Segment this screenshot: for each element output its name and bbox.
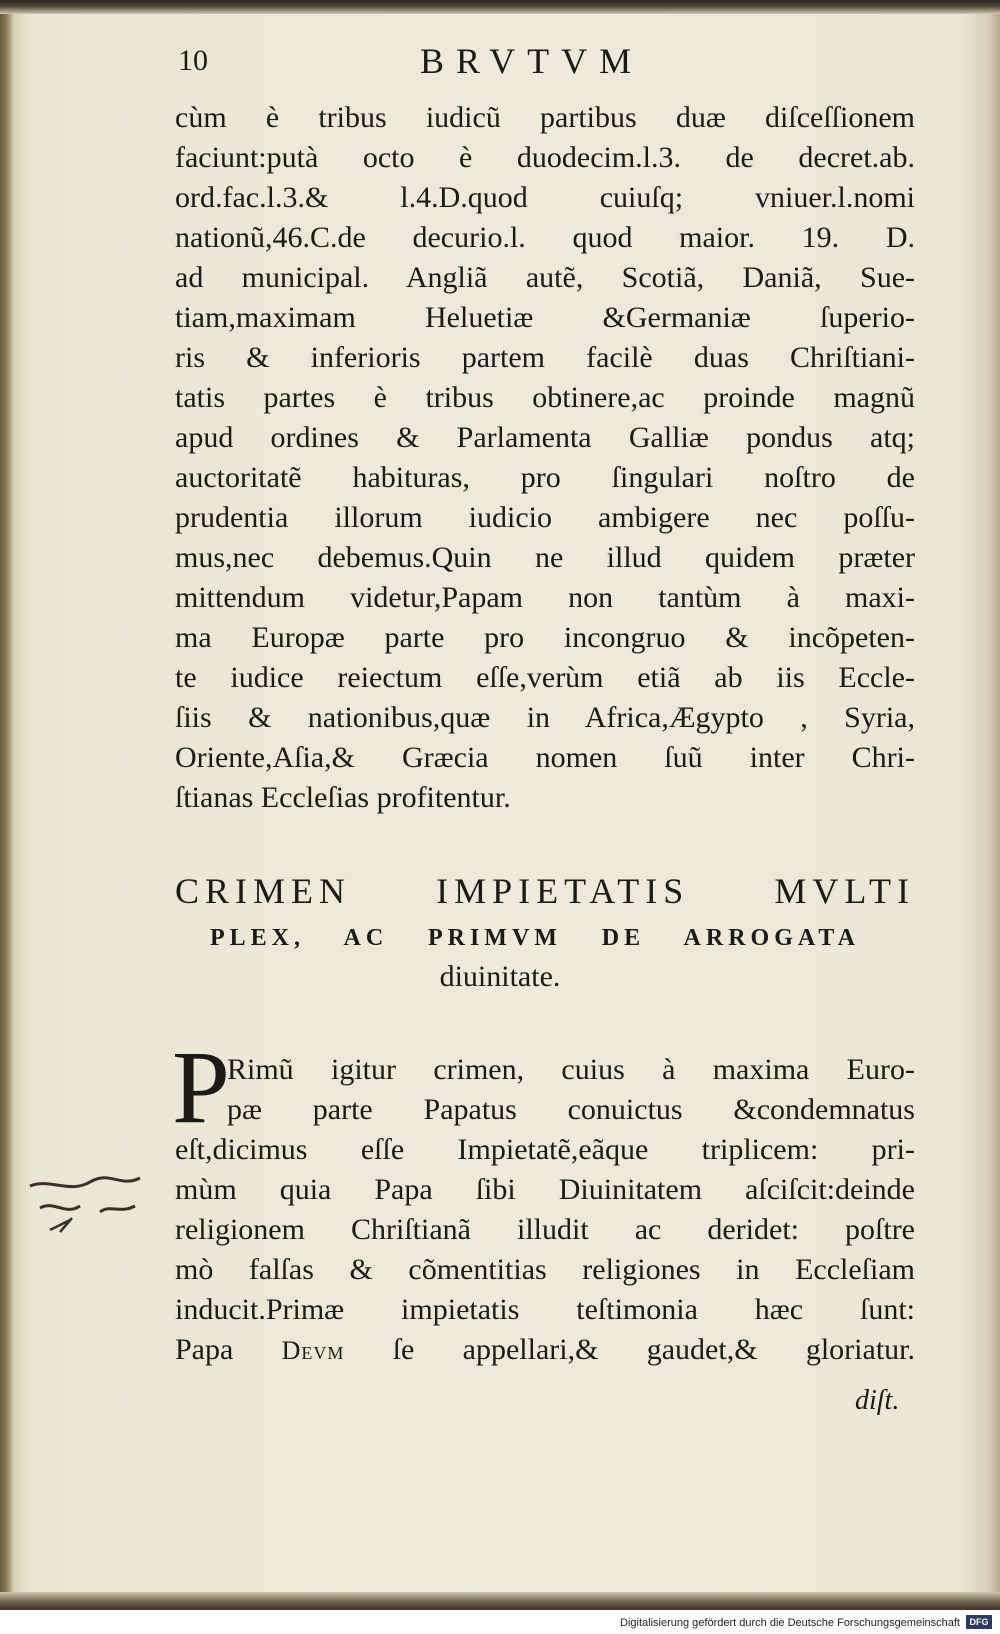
text-line: mùm quia Papa ſibi Diuinitatem aſciſcit:deinde [175, 1173, 915, 1206]
text-line: prudentia illorum iudicio ambigere nec poſſu- [175, 501, 915, 534]
text-line: faciunt:putà octo è duodecim.l.3. de decret.ab. [175, 141, 915, 174]
text-line-last [175, 1330, 915, 1370]
text-line: pæ parte Papatus conuictus &condemnatus [227, 1093, 915, 1126]
handwritten-margin-note [10, 1168, 150, 1238]
text-line: eſt,dicimus eſſe Impietatẽ,eãque triplicem: pri- [175, 1133, 915, 1166]
text-line: auctoritatẽ habituras, pro ſingulari noſtro de [175, 461, 915, 494]
text-line: religionem Chriſtianã illudit ac deridet: poſtre [175, 1213, 915, 1246]
text-line: nationũ,46.C.de decurio.l. quod maior. 19. D. [175, 221, 915, 254]
dfg-logo: DFG [966, 1615, 992, 1629]
running-head: BRVTVM [420, 41, 644, 81]
text-line: mittendum videtur,Papam non tantùm à maxi- [175, 581, 915, 614]
page-top-edge [0, 0, 1000, 14]
catchword: diſt. [855, 1385, 900, 1416]
text-line: tatis partes è tribus obtinere,ac proinde magnũ [175, 381, 915, 414]
text-line: tiam,maximam Heluetiæ &Germaniæ ſuperio- [175, 301, 915, 334]
section-heading-line-2: PLEX, AC PRIMVM DE ARROGATA [210, 925, 860, 951]
paragraph-2 [175, 1050, 915, 1370]
text-line: inducit.Primæ impietatis teſtimonia hæc ſunt: [175, 1293, 915, 1326]
section-heading-line-3: diuinitate. [439, 960, 561, 993]
paragraph-1 [175, 98, 915, 818]
drop-cap: P [172, 1030, 230, 1145]
section-heading-line-1: CRIMEN IMPIETATIS MVLTI [175, 871, 915, 911]
text-fragment: Papa [175, 1333, 282, 1366]
digitization-credit: Digitalisierung gefördert durch die Deutsche Forschungsgemeinschaft [620, 1617, 960, 1629]
text-line: ris & inferioris partem facilè duas Chriſtiani- [175, 341, 915, 374]
text-line: mò falſas & cõmentitias religiones in Eccleſiam [175, 1253, 915, 1286]
text-line: ſiis & nationibus,quæ in Africa,Ægypto , Syria, [175, 701, 915, 734]
text-line: ma Europæ parte pro incongruo & incõpeten- [175, 621, 915, 654]
page-number: 10 [178, 44, 208, 77]
text-line: cùm è tribus iudicũ partibus duæ diſceſſionem [175, 101, 915, 134]
text-line: ſtianas Eccleſias profitentur. [175, 781, 511, 814]
text-line: Oriente,Aſia,& Græcia nomen ſuũ inter Chri- [175, 741, 915, 774]
text-line: apud ordines & Parlamenta Galliæ pondus atq; [175, 421, 915, 454]
text-line: te iudice reiectum eſſe,verùm etiã ab iis Eccle- [175, 661, 915, 694]
deum-smallcaps: Devm [281, 1336, 345, 1365]
text-line: mus,nec debemus.Quin ne illud quidem præter [175, 541, 915, 574]
page-bottom-edge [0, 1592, 1000, 1610]
text-line: Rimũ igitur crimen, cuius à maxima Euro- [227, 1053, 915, 1086]
text-line: ad municipal. Angliã autẽ, Scotiã, Daniã, Sue- [175, 261, 915, 294]
text-fragment: ſe appellari,& gaudet,& gloriatur. [344, 1333, 915, 1366]
text-line: ord.fac.l.3.& l.4.D.quod cuiuſq; vniuer.l.nomi [175, 181, 915, 214]
